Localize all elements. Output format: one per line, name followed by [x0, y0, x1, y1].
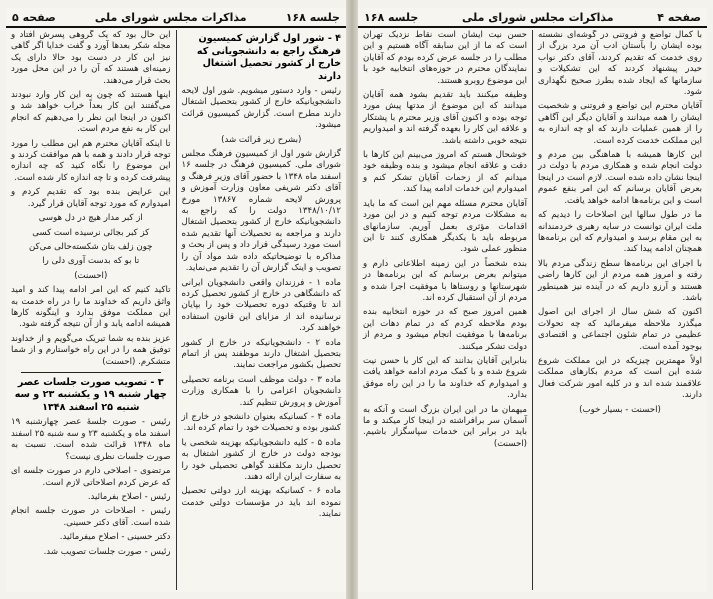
paragraph: ماده ۲ - دانشجویانیکه در خارج از کشور بتحصیل اشتغال دارند موظفند پس از اتمام تحصیل بکشور مراجعت نمایند. — [181, 337, 341, 371]
paragraph: با اجرای این برنامه‌ها سطح زندگی مردم بالا رفته و امروز همه مردم از این کارها راضی هستند و آرزو داریم که در آینده نیز همینطور باشد. — [538, 258, 702, 303]
column-container — [6, 30, 346, 590]
text-column-left — [358, 30, 533, 590]
paragraph: عزیز بنده به شما تبریک می‌گویم و از خداوند توفیق همه را در این راه خواستارم و از شما متشکرم. (احسنت) — [11, 333, 171, 367]
text-column-left — [6, 30, 177, 590]
paragraph: اکنون که شش سال از اجرای این اصول میگذرد ملاحظه میفرمائید که چه تحولات عظیمی در تمام شئون اجتماعی و اقتصادی بوجود آمده است. — [538, 307, 702, 352]
publication-title: مذاکرات مجلس شورای ملی — [94, 10, 247, 24]
page-header — [358, 8, 707, 28]
poem-line: از کبر مدار هیچ در دل هوسی — [38, 213, 143, 224]
paragraph: رئیس - اصلاح بفرمائید. — [87, 491, 171, 502]
paragraph: رئیس - صورت جلسهٔ عصر چهارشنبه ۱۹ اسفند ماه و یکشنبه ۲۳ و سه شنبه ۲۵ اسفند ماه ۱۳۴۸ قرائت شده است. نسبت به صورت جلسات نظری نیست؟ — [11, 417, 171, 462]
section-heading: ۴ - شور اول گزارش کمیسیون فرهنگ راجع به دانشجویانی که خارج از کشور تحصیل اشتغال دارند — [196, 33, 341, 82]
publication-title: مذاکرات مجلس شورای ملی — [462, 10, 614, 24]
paragraph: آقایان محترم مسئله مهم این است که ما باید به مشکلات مردم توجه کنیم و در این مورد اقدامات مؤثری بعمل آوریم. سازمانهای مربوطه باید با یکدیگر همکاری کنند تا این منظور عملی شود. — [363, 198, 527, 255]
poem-line: چون زلف بتان شکسته‌حالی می‌کن — [29, 241, 153, 252]
paragraph: تاکید کنیم که این امر ادامه پیدا کند و امید واثق داریم که خداوند ما را در راه خدمت به این مملکت موفق بدارد و اینگونه کارها همیشه ادامه یابد و از آن نتیجه گرفته شود. — [11, 285, 171, 330]
paragraph: تا اینکه آقایان محترم هم این مطلب را مورد توجه قرار دادند و همه با هم موافقت کردند و این موضوع را نگاه کنید که چه اندازه پیشرفت کرده و تا چه اندازه کار شده است. — [11, 138, 171, 183]
paragraph: گزارش شور اول از کمیسیون فرهنگ مجلس شورای ملی. کمیسیون فرهنگ در جلسه ۱۶ اسفند ماه ۱۳۴۸ با حضور آقای وزیر فرهنگ و آقای دکتر شریفی معاون وزارت آموزش و پرورش لایحه شماره ۱۳۸۶۷ مورخ ۱۳۴۸/۱۰/۱۲ دولت را که راجع به دانشجویانیکه خارج از کشور بتحصیل اشتغال دارند و مراجعه به تحصیلات آنها تقدیم شده است مورد رسیدگی قرار داد و پس از بحث و مذاکره با توضیحاتیکه داده شد مواد آن را تصویب و اینک گزارش آن را تقدیم می‌نماید. — [181, 149, 341, 274]
paragraph: اولاً مهمترین چیزیکه در این مملکت شروع شده این است که مردم بکارهای مملکت علاقمند شده اند و در کلیه امور شرکت فعال دارند. — [538, 355, 702, 401]
applause-note: (احسنت) — [74, 270, 108, 281]
poem-line: کز کبر بجائی نرسیده است کسی — [32, 227, 150, 238]
paragraph: رئیس - وارد دستور میشویم. شور اول لایحه دانشجویانیکه خارج از کشور بتحصیل اشتغال دارند مطرح است. گزارش کمیسیون قرائت میشود. — [181, 86, 341, 131]
paragraph: ماده ۱ - فرزندان واقعی دانشجویان ایرانی که دانشگاهی در خارج از کشور تحصیل کرده اند تا وقتیکه دوره تحصیلات خود را بپایان نرسانیده اند از مزایای این قانون استفاده خواهند کرد. — [181, 277, 341, 334]
page-left — [6, 8, 346, 592]
text-column-right — [177, 30, 347, 590]
paragraph: با کمال تواضع و فروتنی در گوشه‌ای نشسته بوده ایشان را بآستان ادب آن مرد بزرگ از روی خدمت که تقدیم کردند، آقای دکتر نواب حیدر پیشنهاد کردند که این تشکیلات و سازمانها که ایجاد شده بطرز صحیح نگهداری شود. — [538, 30, 702, 98]
applause-note: (احسنت - بسیار خوب) — [579, 404, 661, 415]
session-number: جلسه ۱۶۸ — [364, 10, 419, 24]
paragraph: بنابراین آقایان بدانند که این کار با حسن نیت شروع شده و با کمک مردم ادامه خواهد یافت و امیدوارم که خداوند ما را در این راه موفق بدارد. — [363, 355, 527, 401]
paragraph: این کارها همیشه با هماهنگی بین مردم و دولت انجام شده و همکاری مردم با دولت در اینجا نشان داده شده است. لازم است در اینجا بعرض آقایان برسانم که این امر بنفع عموم است و این برنامه‌ها ادامه خواهد یافت. — [538, 150, 702, 206]
paragraph: وظیفه میکنند باید تقدیم بشود همه آقایان میدانند که این موضوع از مدتها پیش مورد توجه بوده و اکنون آقای وزیر محترم با پشتکار و علاقه این کار را بعهده گرفته اند و امیدواریم نتیجه خوبی داشته باشد. — [363, 90, 527, 146]
paragraph: ماده ۵ - کلیه دانشجویانیکه بهزینه شخصی یا بودجه دولت در خارج از کشور اشتغال به تحصیل دارند مکلفند گواهی تحصیلی خود را به سفارت ایران ارائه دهند. — [181, 437, 341, 482]
paragraph: این حال بود که یک گروهی پسرش افتاد و مجله شکر بعدها آورد و گفت خدایا اگر گاهی نیز این کار در دست بود حالا دارای یک زمینه‌ای هستند که آن را در این محل مورد بحث قرار می‌دهند. — [11, 30, 171, 86]
divider — [21, 372, 161, 373]
page-number: صفحه ۵ — [12, 10, 56, 24]
paragraph: (بشرح زیر قرائت شد) — [221, 134, 302, 145]
paragraph: ماده ۳ - دولت موظف است برنامه تحصیلی دانشجویان اعزامی را با همکاری وزارت آموزش و پرورش تنظیم کند. — [181, 374, 341, 408]
section-heading: ۳ - تصویب صورت جلسات عصر چهار شنبه ۱۹ و یکشنبه ۲۳ و سه شنبه ۲۵ اسفند ۱۳۴۸ — [14, 376, 167, 413]
paragraph: ما در طول سالها این اصلاحات را دیدیم که ملت ایران توانست در سایه رهبری خردمندانه به این مقام برسد و امیدوارم که این برنامه‌ها همچنان ادامه پیدا کند. — [538, 210, 702, 255]
paragraph: خوشحال هستم که امروز می‌بینم این کارها با دقت و علاقه انجام میشود و بنده وظیفه خود میدانم که از زحمات آقایان تشکر کنم و امیدوارم این خدمات ادامه پیدا کند. — [363, 150, 527, 195]
paragraph: همین امروز صبح که در حوزه انتخابیه بنده بودم ملاحظه کردم که در تمام دهات این برنامه‌ها با موفقیت انجام میشود و مردم از دولت تشکر میکنند. — [363, 307, 527, 352]
paragraph: رئیس - صورت جلسات تصویب شد. — [43, 546, 171, 557]
paragraph: مرتضوی - اصلاحی دارم در صورت جلسه ای که عرض کردم اصلاحاتی لازم است. — [11, 466, 171, 488]
text-column-right — [533, 30, 707, 590]
page-header — [6, 8, 346, 28]
book-gutter — [346, 0, 358, 599]
paragraph: ماده ۶ - کسانیکه بهزینه ارز دولتی تحصیل نموده اند باید در مؤسسات دولتی خدمت نمایند. — [181, 486, 341, 520]
poem-line: تا بو که بدست آوری دلی را — [42, 256, 140, 267]
paragraph: آقایان محترم این تواضع و فروتنی و شخصیت ایشان را همه میدانند و آقایان دیگر این آگاهی را از همین عملیات دارند که او چه اندازه به این مملکت خدمت کرده است. — [538, 101, 702, 146]
column-container — [358, 30, 707, 590]
paragraph: رئیس - اصلاحات در صورت جلسه انجام شده است. آقای دکتر حسینی. — [11, 506, 171, 528]
page-number: صفحه ۴ — [657, 10, 701, 24]
page-right — [358, 8, 707, 592]
paragraph: بنده شخصاً در این زمینه اطلاعاتی دارم و میتوانم بعرض برسانم که این برنامه‌ها در شهرستانها و روستاها با موفقیت اجرا شده و مردم از آن استقبال کرده اند. — [363, 258, 527, 303]
paragraph: دکتر حسینی - اصلاح میفرمائید. — [59, 532, 171, 543]
paragraph: این عرایض بنده بود که تقدیم کردم و امیدوارم که مورد توجه آقایان قرار گیرد. — [11, 187, 171, 209]
paragraph: حسن نیت ایشان است نقاط نزدیک تهران است که ما از این سابقه آگاه هستیم و این مطلب را در جلسه عرض کرده بودم که آقایان نمایندگان محترم در حوزه‌های انتخابیه خود با این موضوع روبرو هستند. — [363, 30, 527, 86]
paragraph: اینها هستند که چون به این کار وارد نبودند می‌گفتند این کار بعداً خراب خواهد شد و اکنون در اینجا این نظر را می‌دهیم که انجام این کار به نفع مردم است. — [11, 90, 171, 135]
paragraph: میهمان ما در این ایران بزرگ است و آنکه به آسمان سر برافراشته در اینجا کار میکند و ما باید در برابر این خدمات سپاسگزار باشیم. (احسنت) — [363, 404, 527, 449]
session-number: جلسه ۱۶۸ — [285, 10, 340, 24]
paragraph: ماده ۴ - کسانیکه بعنوان دانشجو در خارج از کشور بوده و تحصیلات خود را تمام کرده اند. — [181, 411, 341, 434]
